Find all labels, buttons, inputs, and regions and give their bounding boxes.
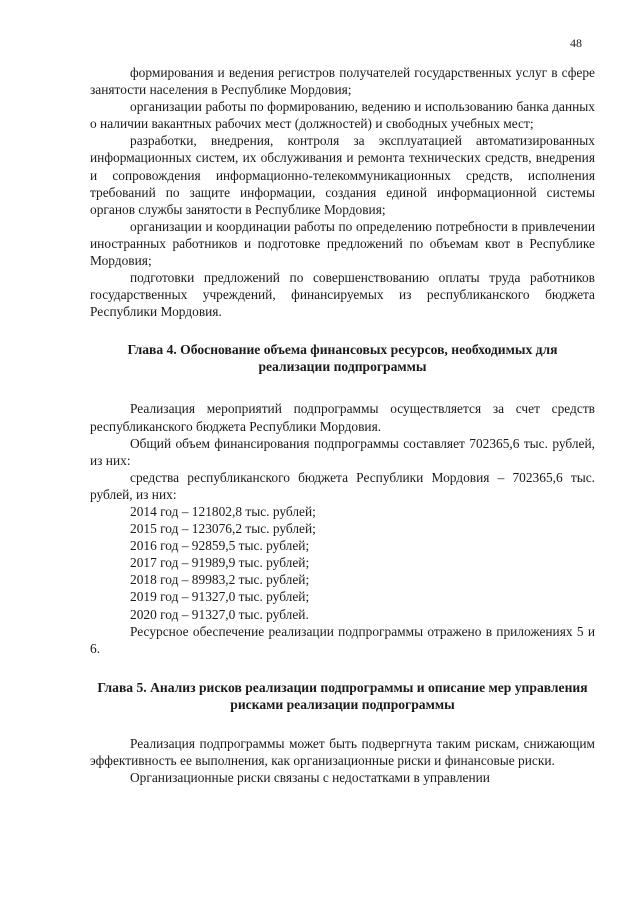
- paragraph: средства республиканского бюджета Республики Мордовия – 702365,6 тыс. рублей, из них:: [90, 469, 595, 502]
- paragraph: организации работы по формированию, ведению и использованию банка данных о наличии вакантных рабочих мест (должностей) и свободных учебных мест;: [90, 99, 595, 132]
- paragraph: подготовки предложений по совершенствованию оплаты труда работников государственных учреждений, финансируемых из республиканского бюджета Республики Мордовия.: [90, 270, 595, 320]
- year-amount: 2020 год – 91327,0 тыс. рублей.: [130, 606, 309, 622]
- paragraph: разработки, внедрения, контроля за эксплуатацией автоматизированных информационных систем, их обслуживания и ремонта технических средств, внедрения и сопровождения информационно-телекоммуникационных средств, исполнения требований по защите информации, создания единой информационной системы органов службы занятости в Республике Мордовия;: [90, 133, 595, 217]
- paragraph: Реализация подпрограммы может быть подвергнута таким рискам, снижающим эффективность ее выполнения, как организационные риски и финансовые риски.: [90, 735, 595, 768]
- page-content: [90, 64, 595, 786]
- paragraph: Организационные риски связаны с недостатками в управлении: [130, 770, 490, 785]
- chapter-5-heading: Глава 5. Анализ рисков реализации подпрограммы и описание мер управления рисками реализации подпрограммы: [97, 679, 588, 712]
- year-amount: 2017 год – 91989,9 тыс. рублей;: [130, 555, 310, 571]
- year-amount: 2019 год – 91327,0 тыс. рублей;: [130, 589, 310, 605]
- paragraph: Реализация мероприятий подпрограммы осуществляется за счет средств республиканского бюджета Республики Мордовия.: [90, 401, 595, 434]
- paragraph: Общий объем финансирования подпрограммы составляет 702365,6 тыс. рублей, из них:: [90, 435, 595, 468]
- paragraph: организации и координации работы по определению потребности в привлечении иностранных работников и подготовке предложений по объемам квот в Республике Мордовия;: [90, 218, 595, 269]
- paragraph: Ресурсное обеспечение реализации подпрограммы отражено в приложениях 5 и 6.: [90, 623, 595, 656]
- page-number: 48: [570, 36, 582, 50]
- chapter-4-heading: Глава 4. Обоснование объема финансовых ресурсов, необходимых для реализации подпрограммы: [127, 342, 558, 375]
- year-amount: 2018 год – 89983,2 тыс. рублей;: [130, 572, 310, 588]
- paragraph: формирования и ведения регистров получателей государственных услуг в сфере занятости населения в Республике Мордовия;: [90, 65, 595, 98]
- year-amount: 2014 год – 121802,8 тыс. рублей;: [130, 503, 316, 519]
- year-amount: 2015 год – 123076,2 тыс. рублей;: [130, 521, 316, 537]
- year-amount: 2016 год – 92859,5 тыс. рублей;: [130, 538, 310, 554]
